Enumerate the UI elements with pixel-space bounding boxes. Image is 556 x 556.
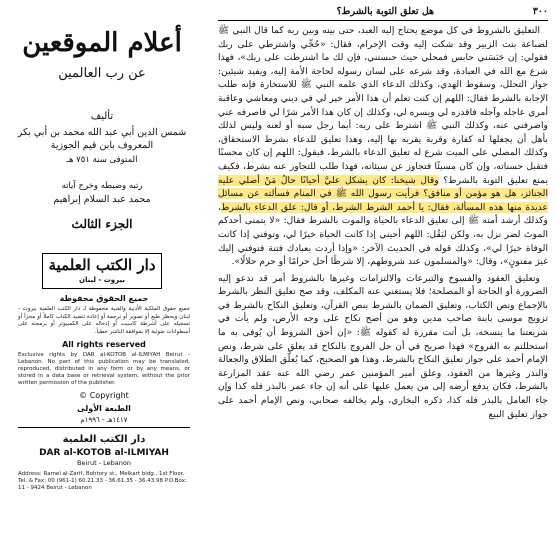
title-page: [6, 6, 198, 283]
author-death-date: المتوفى سنة ٧٥١ هـ: [66, 155, 138, 165]
paragraph-text: وتعليق العقود والفسوخ والتبرعات والالتزامات وغيرها بالشروط أمر قد تدعو إليه الضرورة أو الحاجة أو المصلحة؛ فلا يستغني عنه المكلف، وقد صح تعليق النظر بالشرط بالإجماع ونص الكتاب، وتعليق الضمان بالشرط بنص القرآن، وتعليق النكاح بالشرط في تزويج موسى بابنة صاحب مدين وهو من أصح نكاح على وجه الأرض، ولم يأت في شريعتنا ما ينسخه، بل أتت مقررة له كقوله ﷺ: «إن أحق الشروط أن يُوفى به ما استحللتم به الفروج» فهذا صريح في أن حل الفروج بالنكاح قد يعلق على شرط، ونص الإمام أحمد على جواز تعليق النكاح بالشرط، وهذا هو الصحيح، كما يُعلَّق الطلاق والجعالة والنذر وغيرها من العقود، وعلق أمير المؤمنين عمر رضي الله عنه عقد المزارعة بالشرط، فكان يدفع أرضه إلى من يعمل عليها على أنه إن جاء عمر بالبذر فله كذا وإن جاء العامل بالبذر فله كذا، ذكره البخاري، ولم يخالفه صحابي، ونص الإمام أحمد على جواز تعليق البيع: [218, 272, 548, 420]
page-header: [218, 6, 548, 20]
book-subtitle: عن رب العالمين: [58, 66, 146, 81]
edition-year: ١٤١٧هـ - ١٩٩٦م: [80, 416, 128, 424]
rights-notice-arabic: جميع حقوق الملكية الأدبية والفنية محفوظة لـ دار الكتب العلمية بيروت - لبنان ويحظر طبع أو تصوير أو ترجمة أو إعادة تنضيد الكتاب كاملاً أو مجزأ أو تسجيله على أشرطة كاسيت أو إدخاله على الكمبيوتر أو برمجته على أسطوانات ضوئية إلا بموافقة الناشر خطياً.: [18, 306, 190, 335]
author-label: تأليف: [90, 111, 114, 122]
publisher-address: Address: Ramel al-Zarif, Bohtory st., Melkart bldg., 1st Floor. Tel. & Fax: 00 (961-1) 60.21.33 - 36.61.35 - 36.43.98 P.O.Box: 11 - 9424 Beirut - Lebanon: [18, 471, 187, 491]
paragraph: [218, 24, 548, 269]
publisher-logo: [42, 253, 162, 289]
edition-label: الطبعة الأولى: [77, 404, 131, 413]
header-rule: [218, 20, 548, 21]
publisher-name-arabic: دار الكتب العلمية: [62, 434, 146, 445]
rights-heading-arabic: جميع الحقوق محفوظة: [59, 294, 149, 303]
rights-heading-english: All rights reserved: [62, 340, 146, 349]
publisher-logo-city: بيروت - لبنان: [79, 276, 125, 284]
running-head: هل تعلق التوبة بالشرط؟: [336, 6, 435, 17]
publisher-logo-text: دار الكتب العلمية: [48, 256, 156, 274]
rights-notice-english: Exclusive rights by DAR al-KOTOB al-ILMIYAH Beirut - Lebanon. No part of this publication may be translated, reproduced, distributed in any form or by any means, or stored in a data base or retrieval system, without the prior written permission of the publisher.: [18, 352, 190, 386]
right-page: [212, 0, 552, 556]
left-page: [0, 0, 206, 556]
editor-label: رتبه وضبطه وخرج آياته: [61, 181, 143, 191]
paragraph: [218, 272, 548, 422]
publisher-city: Beirut - Lebanon: [77, 459, 131, 467]
paragraph-text: التعليق بالشروط في كل موضع يحتاج إليه العبد، حتى بينه وبين ربه كما قال النبي ﷺ لضباعة بنت الزبير وقد شكت إليه وقت الإحرام، فقال: «حُجِّي واشترطي على ربك فقولي: إن حَبَسَني حابس فمحلي حيث حبستني، فإن لك ما اشترطت على ربك»، فهذا شرع مع الله في العبادة، وقد شرعه على لسان رسوله لحاجة الأمة إليه، ويفيد شيئين: جواز التحلل، وسقوط الهدي، وكذلك الدعاء الذي علمه النبي ﷺ للاستخارة فإنه طلب الإجابة بالشرط فقال: اللهم إن كنت تعلم أن هذا الأمر خير لي في ديني ومعاشي وعاقبة أمري عاجله وآجله فاقدره لي ويسره لي، وكذلك إن كان هذا الأمر شرًا لي فاصرفه عني واصرفني عنه، وكذلك النبي ﷺ اشترط على ربه: أيما رجل سبه أو لعنه وليس لذلك بأهل أن يجعلها له كفارة وقربة يقربه بها إليه، وهذا تعليق للدعاء بشرط الاستحقاق، وكذلك المصلي على الميت شرع له تعليق الدعاء بالشرط، فيقول: اللهم إن كان محسنًا فتقبل حسناته، وإن كان مسيئًا فتجاوز عن سيئاته، فهذا طلب للتجاوز عنه بشرط، فكيف يمنع تعليق التوبة بالشرط؟: [218, 25, 548, 186]
highlighted-text[interactable]: وقال شيخنا: كان يشكل عليَّ أحيانًا حالُ مَنْ أصلي عليه الجنائز، هل هو مؤمن أو منافق؟ فرأيت رسول الله ﷺ في المنام فسألته عن مسائل عديدة منها هذه المسألة، فقال: يا أحمد الشرط الشرط، أو قال: علق الدعاء بالشرط: [218, 174, 548, 213]
page-body: [218, 24, 548, 552]
header-spacer: [218, 6, 238, 20]
divider: [18, 427, 190, 428]
author-name: شمس الدين أبي عبد الله محمد بن أبي بكر المعروف بابن قيم الجوزية: [17, 127, 187, 151]
volume-label: الجزء الثالث: [71, 217, 133, 231]
publisher-name-english: DAR al-KOTOB al-ILMIYAH: [39, 448, 169, 458]
copyright-page: [18, 292, 190, 550]
book-title: أعلام الموقعين: [22, 28, 182, 58]
page-number: ٣٠٠: [532, 6, 548, 17]
copyright-symbol: © Copyright: [79, 391, 129, 400]
editor-name: محمد عبد السلام إبراهيم: [53, 194, 151, 205]
paragraph-text: ، وكذلك أرشد أمته ﷺ إلى تعليق الدعاء بالحياة والموت بالشرط فقال: «لا يتمنى أحدكم الموتَ لضر نزل به، ولكن ليَقُل: اللهم أحيني إذا كانت الحياة خيرًا لي، وتوفني إذا كانت الوفاة خيرًا لي»، وكذلك قوله في الحديث الآخر: «وإذا أردت بعبادك فتنة فتوفني إليك غيرَ مفتونٍ»، وقال: «والمسلمون عند شروطهم، إلا شرطًا أحل حرامًا أو حرم حلالًا».: [218, 201, 548, 268]
